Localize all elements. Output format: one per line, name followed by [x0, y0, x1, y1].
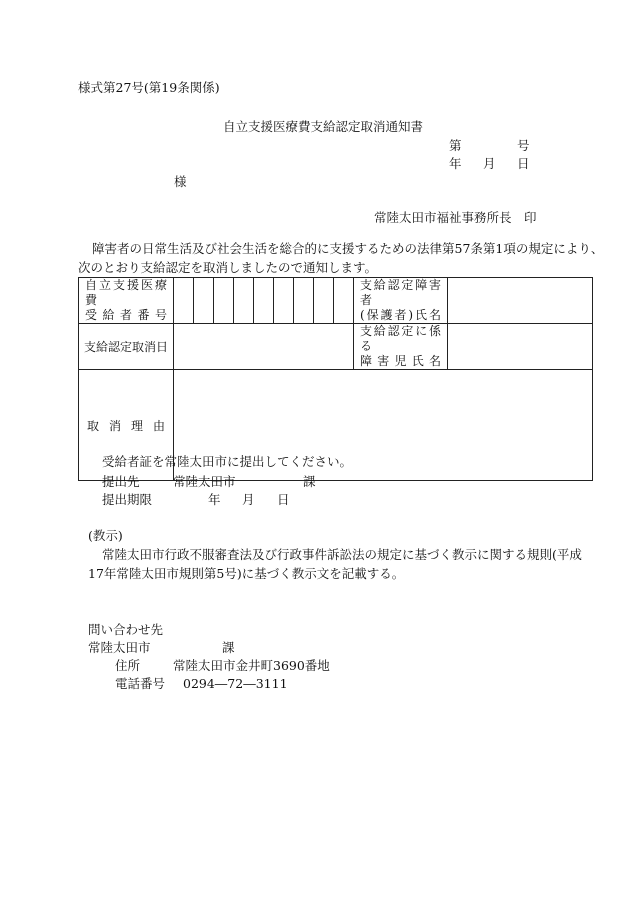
- body-text-line-1: 障害者の日常生活及び社会生活を総合的に支援するための法律第57条第1項の規定により、: [92, 241, 604, 256]
- cancel-date-field[interactable]: [174, 324, 354, 370]
- cancel-reason-label: 取消理由: [79, 370, 174, 481]
- issuer-signature: 常陸太田市福祉事務所長 印: [374, 210, 537, 225]
- inquiry-heading: 問い合わせ先: [88, 622, 164, 637]
- recipient-number-digit-box[interactable]: [234, 278, 254, 324]
- body-text-line-2: 次のとおり支給認定を取消しましたので通知します。: [78, 260, 378, 275]
- holder-name-label: 支給認定障害者 (保護者)氏名: [354, 278, 448, 324]
- submit-instruction: 受給者証を常陸太田市に提出してください。: [102, 454, 353, 469]
- submit-deadline-year: 年: [208, 492, 221, 507]
- date-day: 日: [517, 156, 530, 171]
- inquiry-phone-value: 0294―72―3111: [183, 676, 288, 691]
- submit-deadline-day: 日: [277, 492, 290, 507]
- submit-destination-label: 提出先: [102, 474, 140, 489]
- appeal-notice-line-2: 17年常陸太田市規則第5号)に基づく教示文を記載する。: [88, 566, 405, 581]
- recipient-number-digit-box[interactable]: [214, 278, 234, 324]
- child-name-label: 支給認定に係る 障害児氏名: [354, 324, 448, 370]
- date-year: 年: [449, 156, 462, 171]
- recipient-number-digit-box[interactable]: [294, 278, 314, 324]
- recipient-number-digit-box[interactable]: [254, 278, 274, 324]
- addressee-honorific: 様: [174, 174, 187, 189]
- submit-deadline-month: 月: [242, 492, 255, 507]
- recipient-number-digit-box[interactable]: [274, 278, 294, 324]
- date-month: 月: [483, 156, 496, 171]
- inquiry-phone-label: 電話番号: [115, 676, 166, 691]
- inquiry-city: 常陸太田市: [88, 640, 151, 655]
- number-prefix: 第: [449, 138, 462, 153]
- document-title: 自立支援医療費支給認定取消通知書: [223, 119, 424, 134]
- inquiry-address-value: 常陸太田市金井町3690番地: [173, 658, 330, 673]
- certification-table: [78, 277, 593, 481]
- holder-name-field[interactable]: [448, 278, 593, 324]
- submit-deadline-label: 提出期限: [102, 492, 153, 507]
- recipient-number-digit-box[interactable]: [334, 278, 354, 324]
- appeal-notice-heading: (教示): [88, 528, 123, 543]
- recipient-number-digit-box[interactable]: [194, 278, 214, 324]
- recipient-number-digit-box[interactable]: [174, 278, 194, 324]
- submit-destination-value: 常陸太田市: [173, 474, 236, 489]
- recipient-number-digit-box[interactable]: [314, 278, 334, 324]
- child-name-field[interactable]: [448, 324, 593, 370]
- submit-destination-section: 課: [303, 474, 316, 489]
- inquiry-section: 課: [222, 640, 235, 655]
- number-suffix: 号: [517, 138, 530, 153]
- cancel-date-label: 支給認定取消日: [79, 324, 174, 370]
- appeal-notice-line-1: 常陸太田市行政不服審査法及び行政事件訴訟法の規定に基づく教示に関する規則(平成: [102, 547, 582, 562]
- form-number: 様式第27号(第19条関係): [78, 80, 220, 95]
- inquiry-address-label: 住所: [115, 658, 141, 673]
- recipient-number-label: 自立支援医療費 受給者番号: [79, 278, 174, 324]
